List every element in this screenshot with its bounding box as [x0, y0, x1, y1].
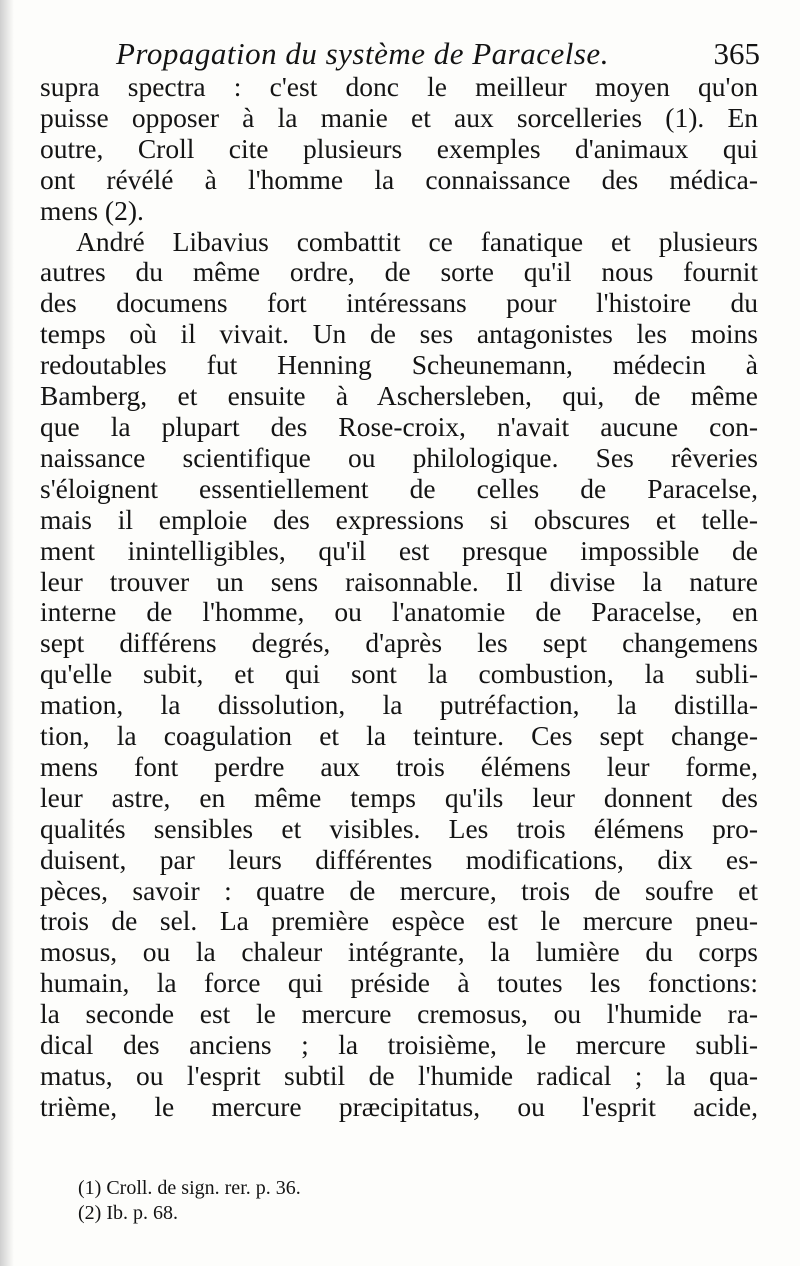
text-line: autres du même ordre, de sorte qu'il nous fournit: [40, 256, 758, 288]
text-line: que la plupart des Rose-croix, n'avait aucune con-: [40, 410, 758, 442]
text-line: mens (2).: [40, 194, 144, 226]
text-line: supra spectra : c'est donc le meilleur moyen qu'on: [40, 71, 758, 102]
text-line: s'éloignent essentiellement de celles de Paracelse,: [40, 472, 758, 504]
page-number: 365: [713, 36, 760, 71]
text-line: naissance scientifique ou philologique. Ses rêveries: [40, 441, 758, 473]
text-line: trois de sel. La première espèce est le mercure pneu-: [40, 905, 758, 937]
text-line: mais il emploie des expressions si obscures et telle-: [40, 503, 758, 535]
text-line: leur trouver un sens raisonnable. Il divise la nature: [40, 565, 758, 597]
body-text: [40, 72, 758, 1123]
text-line: la seconde est le mercure cremosus, ou l'humide ra-: [40, 998, 758, 1030]
text-line: Bamberg, et ensuite à Aschersleben, qui, de même: [40, 380, 758, 412]
text-line: duisent, par leurs différentes modifications, dix es-: [40, 843, 758, 875]
text-line: André Libavius combattit ce fanatique et plusieurs: [76, 225, 758, 257]
text-line: qu'elle subit, et qui sont la combustion, la subli-: [40, 658, 758, 690]
text-line: redoutables fut Henning Scheunemann, médecin à: [40, 349, 758, 381]
text-line: temps où il vivait. Un de ses antagonistes les moins: [40, 318, 758, 350]
text-line: outre, Croll cite plusieurs exemples d'animaux qui: [40, 132, 758, 164]
running-head: [110, 36, 760, 76]
footnotes: [78, 1176, 678, 1226]
text-line: des documens fort intéressans pour l'histoire du: [40, 287, 758, 319]
text-line: sept différens degrés, d'après les sept changemens: [40, 627, 758, 659]
footnote: (2) Ib. p. 68.: [78, 1202, 178, 1224]
text-line: mosus, ou la chaleur intégrante, la lumière du corps: [40, 936, 758, 968]
running-title: Propagation du système de Paracelse.: [116, 36, 609, 71]
page-edge-shadow: [0, 0, 14, 1266]
text-line: interne de l'homme, ou l'anatomie de Paracelse, en: [40, 596, 758, 628]
text-line: ment inintelligibles, qu'il est presque impossible de: [40, 534, 758, 566]
text-line: mation, la dissolution, la putréfaction, la distilla-: [40, 689, 758, 721]
text-line: leur astre, en même temps qu'ils leur donnent des: [40, 781, 758, 813]
text-line: ont révélé à l'homme la connaissance des médica-: [40, 163, 758, 195]
text-line: dical des anciens ; la troisième, le mercure subli-: [40, 1029, 758, 1061]
text-line: humain, la force qui préside à toutes les fonctions:: [40, 967, 758, 999]
text-line: trième, le mercure præcipitatus, ou l'esprit acide,: [40, 1090, 758, 1122]
text-line: tion, la coagulation et la teinture. Ces sept change-: [40, 720, 758, 752]
footnote: (1) Croll. de sign. rer. p. 36.: [78, 1177, 301, 1199]
text-line: puisse opposer à la manie et aux sorcelleries (1). En: [40, 101, 758, 133]
text-line: matus, ou l'esprit subtil de l'humide radical ; la qua-: [40, 1060, 758, 1091]
text-line: mens font perdre aux trois élémens leur forme,: [40, 750, 758, 782]
text-line: qualités sensibles et visibles. Les trois élémens pro-: [40, 812, 758, 844]
text-line: pèces, savoir : quatre de mercure, trois de soufre et: [40, 874, 758, 906]
